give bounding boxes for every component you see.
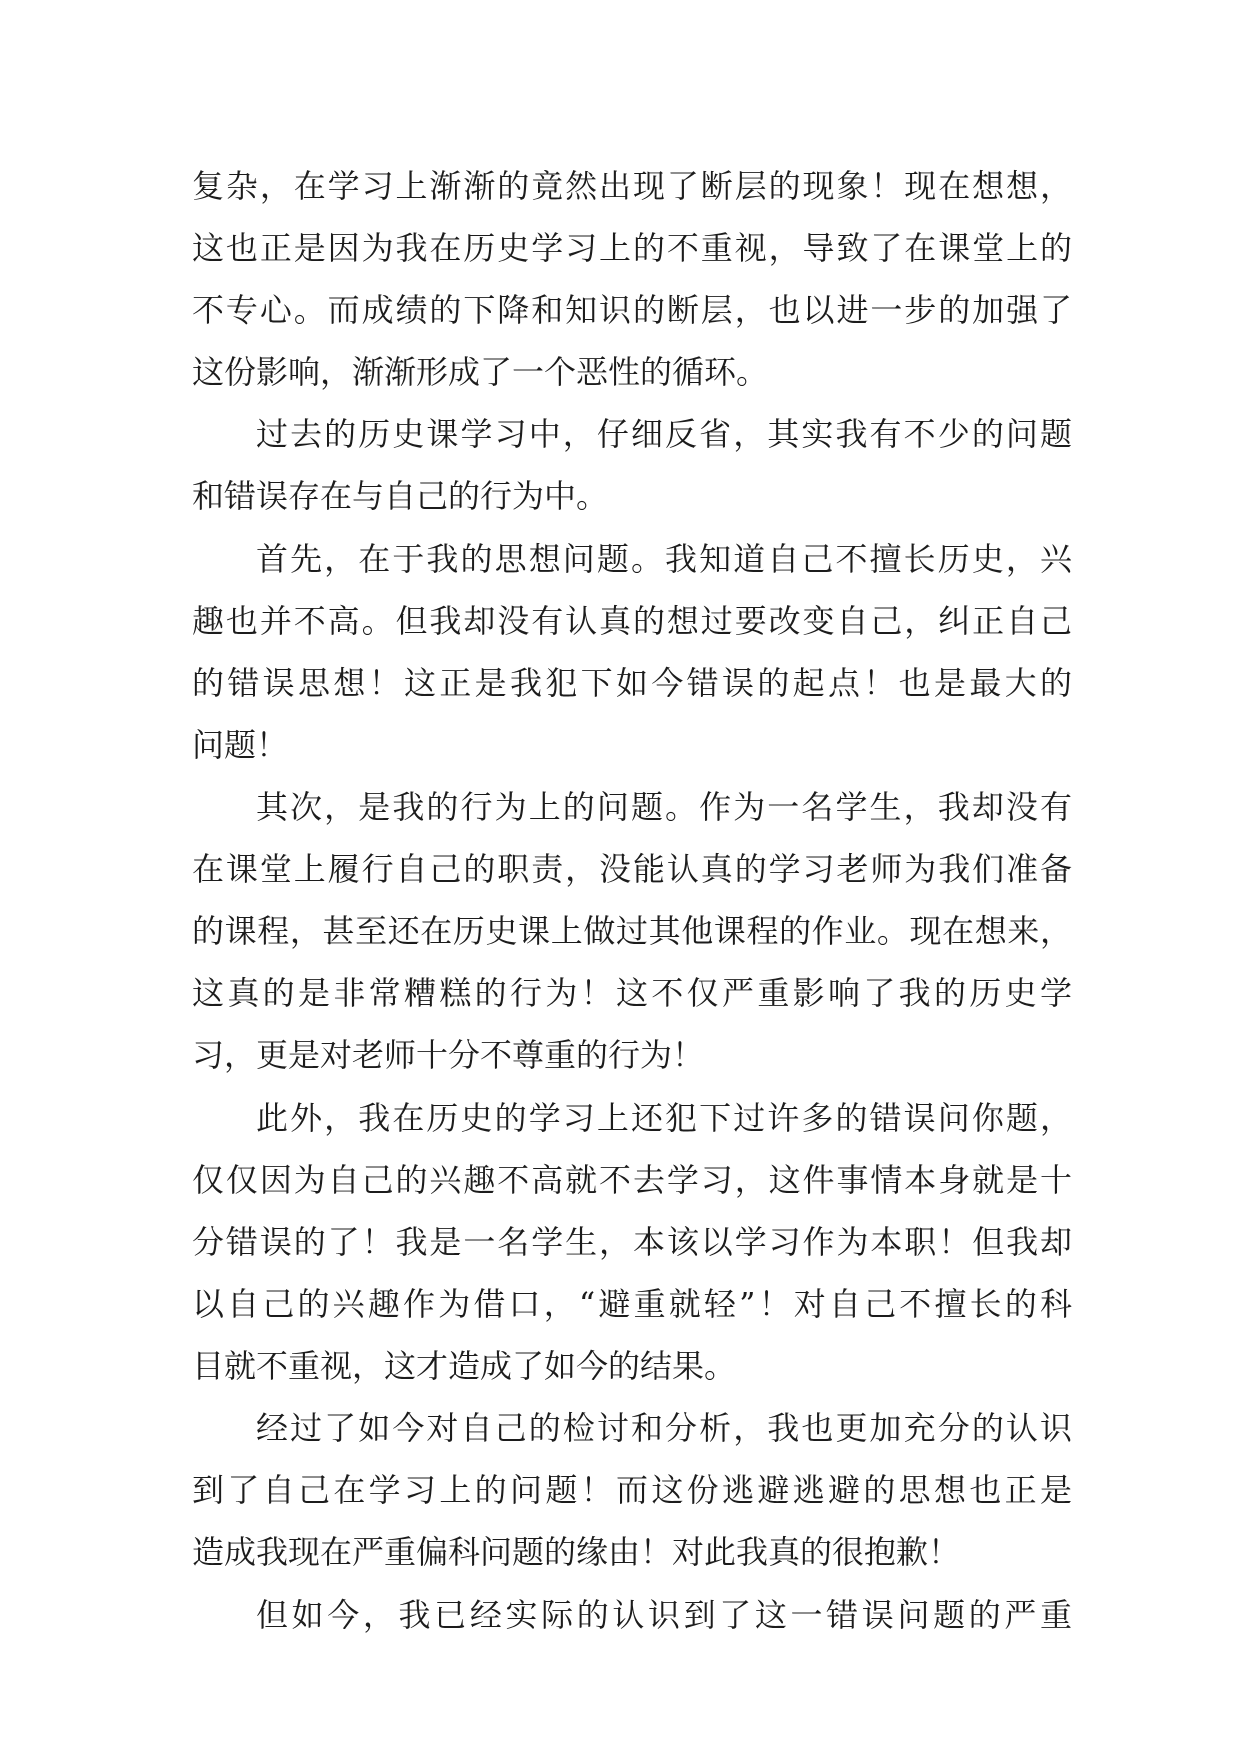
paragraph-first-line: 此外，我在历史的学习上还犯下过许多的错误问你题， [256, 1099, 1072, 1137]
text-line: 分错误的了！我是一名学生，本该以学习作为本职！但我却 [192, 1223, 1072, 1261]
text-line: 以自己的兴趣作为借口，“避重就轻”！对自己不擅长的科 [192, 1285, 1072, 1323]
text-line: 的课程，甚至还在历史课上做过其他课程的作业。现在想来， [192, 912, 1072, 950]
text-line: 造成我现在严重偏科问题的缘由！对此我真的很抱歉！ [192, 1533, 961, 1571]
paragraph-first-line: 其次，是我的行为上的问题。作为一名学生，我却没有 [256, 788, 1072, 826]
text-line: 到了自己在学习上的问题！而这份逃避逃避的思想也正是 [192, 1471, 1072, 1509]
text-line: 目就不重视，这才造成了如今的结果。 [192, 1347, 737, 1385]
paragraph-first-line: 首先，在于我的思想问题。我知道自己不擅长历史，兴 [256, 540, 1072, 578]
text-line: 这也正是因为我在历史学习上的不重视，导致了在课堂上的 [192, 229, 1072, 267]
text-line: 这真的是非常糟糕的行为！这不仅严重影响了我的历史学 [192, 974, 1072, 1012]
paragraph-first-line: 但如今，我已经实际的认识到了这一错误问题的严重 [256, 1596, 1072, 1634]
paragraph-first-line: 经过了如今对自己的检讨和分析，我也更加充分的认识 [256, 1409, 1072, 1447]
text-line: 的错误思想！这正是我犯下如今错误的起点！也是最大的 [192, 664, 1072, 702]
text-line: 在课堂上履行自己的职责，没能认真的学习老师为我们准备 [192, 850, 1072, 888]
text-line: 趣也并不高。但我却没有认真的想过要改变自己，纠正自己 [192, 602, 1072, 640]
text-line: 仅仅因为自己的兴趣不高就不去学习，这件事情本身就是十 [192, 1161, 1072, 1199]
text-line: 和错误存在与自己的行为中。 [192, 477, 609, 515]
paragraph-first-line: 过去的历史课学习中，仔细反省，其实我有不少的问题 [256, 415, 1072, 453]
text-line: 这份影响，渐渐形成了一个恶性的循环。 [192, 353, 769, 391]
text-line: 问题！ [192, 726, 289, 764]
text-line: 复杂，在学习上渐渐的竟然出现了断层的现象！现在想想， [192, 167, 1072, 205]
text-line: 不专心。而成绩的下降和知识的断层，也以进一步的加强了 [192, 291, 1072, 329]
text-line: 习，更是对老师十分不尊重的行为！ [192, 1036, 705, 1074]
